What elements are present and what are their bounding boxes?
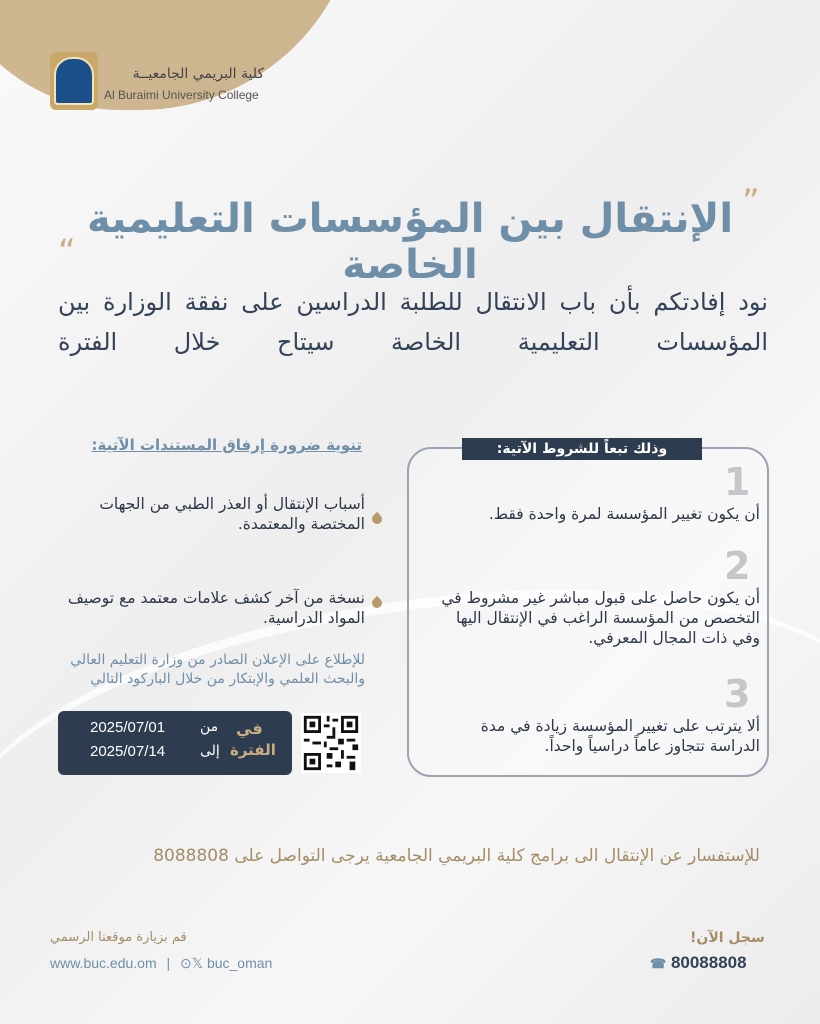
period-box [58,711,292,775]
quote-mark-close: “ [58,232,76,272]
quote-mark-open: ” [742,182,760,222]
college-name-arabic: كلية البريمي الجامعيــة [132,66,264,82]
documents-header: تنوية ضرورة إرفاق المستندات الآتية: [91,436,362,454]
period-label: الفترة [230,741,276,759]
condition-number-1: 1 [724,460,751,504]
period-label-fi: في [236,719,263,738]
phone-number-text: 80088808 [670,953,747,972]
intro-paragraph: نود إفادتكم بأن باب الانتقال للطلبة الدراسين على نفقة الوزارة بين المؤسسات التعليمية الخاصة سيتاح خلال الفترة [58,288,768,356]
page-title: الإنتقال بين المؤسسات التعليمية الخاصة [86,196,734,288]
college-name-english: Al Buraimi University College [104,88,259,102]
website-link[interactable]: www.buc.edu.om [50,955,157,971]
x-icon: 𝕏 [191,955,204,971]
register-label: سجل الآن! [690,930,765,946]
bullet-icon [370,512,384,526]
phone-icon: ☎ [650,956,667,971]
inquiry-text: للإستفسار عن الإنتقال الى برامج كلية البريمي الجامعية يرجى التواصل على 8088808 [153,846,760,866]
phone-number[interactable] [650,953,747,973]
period-from-date: 2025/07/01 [90,719,166,736]
college-logo [50,52,98,110]
period-to-date: 2025/07/14 [90,743,166,760]
condition-text-1: أن يكون تغيير المؤسسة لمرة واحدة فقط. [488,505,760,523]
footer-links [50,955,272,972]
social-handle[interactable]: buc_oman [206,955,273,971]
condition-text-2: أن يكون حاصل على قبول مباشر غير مشروط في التخصص من المؤسسة الراغب في الإنتقال اليها وفي ذات المجال المعرفي. [441,589,760,647]
condition-number-3: 3 [724,672,751,716]
instagram-icon: ⊙ [180,955,192,971]
condition-text-3: ألا يترتب على تغيير المؤسسة زيادة في مدة الدراسة تتجاوز عاماً دراسياً واحداً. [480,717,760,755]
condition-number-2: 2 [724,544,751,588]
period-to-label: إلى [200,743,220,759]
document-item-1: أسباب الإنتقال أو العذر الطبي من الجهات المختصة والمعتمدة. [99,495,365,533]
visit-website-label: قم بزيارة موقعنا الرسمي [50,930,187,945]
barcode-notice: للإطلاع على الإعلان الصادر من وزارة التعليم العالي والبحث العلمي والإبتكار من خلال الباركود التالي [70,652,365,687]
document-item-2: نسخة من آخر كشف علامات معتمد مع توصيف المواد الدراسية. [67,589,365,627]
conditions-header: وذلك تبعاً للشروط الآتية: [462,438,702,460]
separator: | [166,955,171,971]
qr-code[interactable] [301,713,361,773]
period-from-label: من [200,719,219,735]
